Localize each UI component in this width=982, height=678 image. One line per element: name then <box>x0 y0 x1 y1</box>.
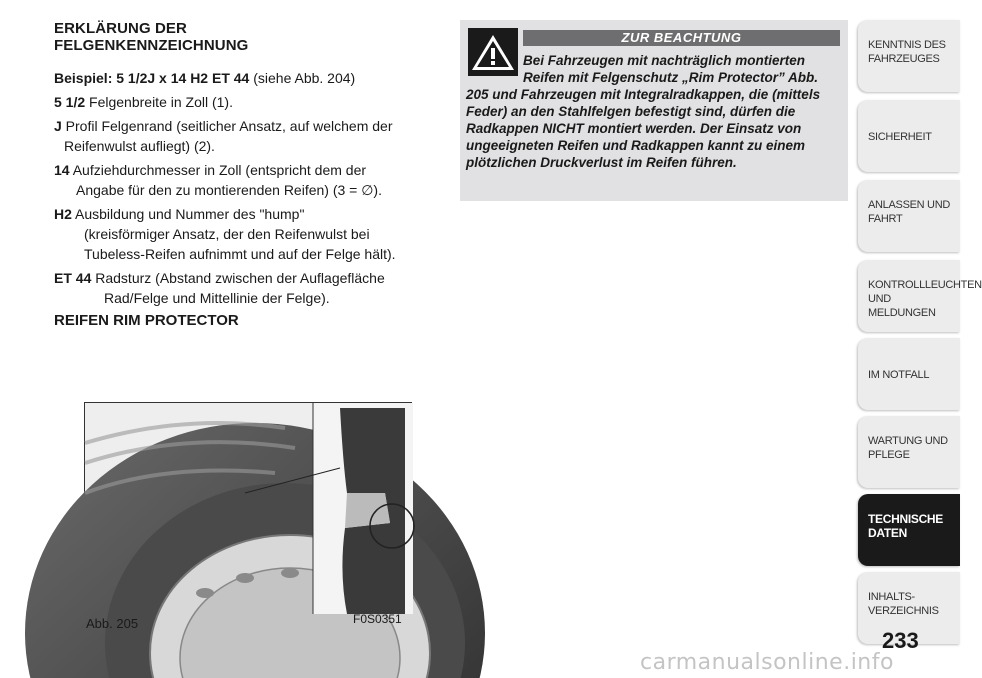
definition-term: H2 <box>54 206 72 222</box>
definition-text: Aufziehdurchmesser in Zoll (entspricht dem der <box>69 162 367 178</box>
definition-h2 <box>54 204 444 264</box>
tab-sicherheit[interactable] <box>858 100 960 172</box>
definition-5-1-2 <box>54 92 444 112</box>
tab-label: INHALTS- <box>868 591 915 603</box>
tab-wartung-und-pflege[interactable] <box>858 416 960 488</box>
warning-title: ZUR BEACHTUNG <box>523 30 840 46</box>
definition-j <box>54 116 444 156</box>
definition-term: 14 <box>54 162 70 178</box>
tab-im-notfall[interactable] <box>858 338 960 410</box>
definition-14 <box>54 160 444 200</box>
example-code: Beispiel: 5 1/2J x 14 H2 ET 44 <box>54 70 250 86</box>
definition-text: Felgenbreite in Zoll (1). <box>85 94 233 110</box>
example-line <box>54 68 444 88</box>
tab-technische-daten[interactable] <box>858 494 960 566</box>
definition-continuation: Reifenwulst aufliegt) (2). <box>64 138 215 154</box>
tire-illustration <box>85 403 413 614</box>
tab-label: PFLEGE <box>868 449 910 461</box>
tab-label: IM NOTFALL <box>868 369 930 381</box>
definition-term: J <box>54 118 62 134</box>
tire-rim-protector-figure <box>84 402 412 613</box>
main-text-column <box>54 20 444 308</box>
tab-label: ANLASSEN UND <box>868 199 950 211</box>
tab-label: WARTUNG UND <box>868 435 948 447</box>
definition-term: ET 44 <box>54 270 92 286</box>
definition-et-44 <box>54 268 444 308</box>
tab-label: FAHRZEUGES <box>868 53 940 65</box>
tab-label: FAHRT <box>868 213 903 225</box>
definition-continuation: Rad/Felge und Mittellinie der Felge). <box>104 290 330 306</box>
definition-term: 5 1/2 <box>54 94 86 110</box>
warning-text: Bei Fahrzeugen mit nachträglich montierten Reifen mit Felgenschutz „Rim Protector” Abb. 205 und Fahrzeugen mit Integralradkappen, die (mittels Feder) an den Stahlfelgen befestigt sind, dürfen die Radkappen NICHT montiert werden. Der Einsatz von ungeeigneten Reifen und Radkappen kannt zu einem plötzlichen Druckverlust im Reifen führen. <box>466 53 821 170</box>
tab-label: KENNTNIS DES <box>868 39 946 51</box>
heading-line-1: ERKLÄRUNG DER <box>54 20 187 37</box>
tab-label: SICHERHEIT <box>868 131 932 143</box>
tab-anlassen-und-fahrt[interactable] <box>858 180 960 252</box>
section-heading <box>54 20 444 54</box>
tab-label: TECHNISCHE <box>868 512 944 526</box>
tab-kenntnis-des-fahrzeuges[interactable] <box>858 20 960 92</box>
definition-text: Radsturz (Abstand zwischen der Auflagefläche <box>91 270 385 286</box>
definition-continuation: Tubeless-Reifen aufnimmt und auf der Felge hält). <box>84 246 396 262</box>
tab-kontrollleuchten[interactable] <box>858 260 982 332</box>
rim-protector-heading: REIFEN RIM PROTECTOR <box>54 312 239 329</box>
tab-label: DATEN <box>868 526 907 540</box>
figure-code: F0S0351 <box>353 612 402 626</box>
warning-text-block <box>466 52 842 171</box>
warning-box <box>460 20 848 201</box>
heading-line-2: FELGENKENNZEICHNUNG <box>54 37 249 54</box>
tab-label: KONTROLLLEUCHTEN <box>868 279 982 291</box>
definition-continuation: Angabe für den zu montierenden Reifen) (3 = ∅). <box>76 182 382 198</box>
definition-text: Profil Felgenrand (seitlicher Ansatz, auf welchem der <box>61 118 393 134</box>
tab-label: VERZEICHNIS <box>868 605 939 617</box>
watermark: carmanualsonline.info <box>640 650 894 675</box>
definition-continuation: (kreisförmiger Ansatz, der den Reifenwulst bei <box>84 226 370 242</box>
example-ref: (siehe Abb. 204) <box>249 70 356 86</box>
tab-label: UND MELDUNGEN <box>868 293 936 319</box>
page-number: 233 <box>882 628 919 653</box>
figure-caption: Abb. 205 <box>86 616 139 631</box>
definition-text: Ausbildung und Nummer des "hump" <box>71 206 305 222</box>
